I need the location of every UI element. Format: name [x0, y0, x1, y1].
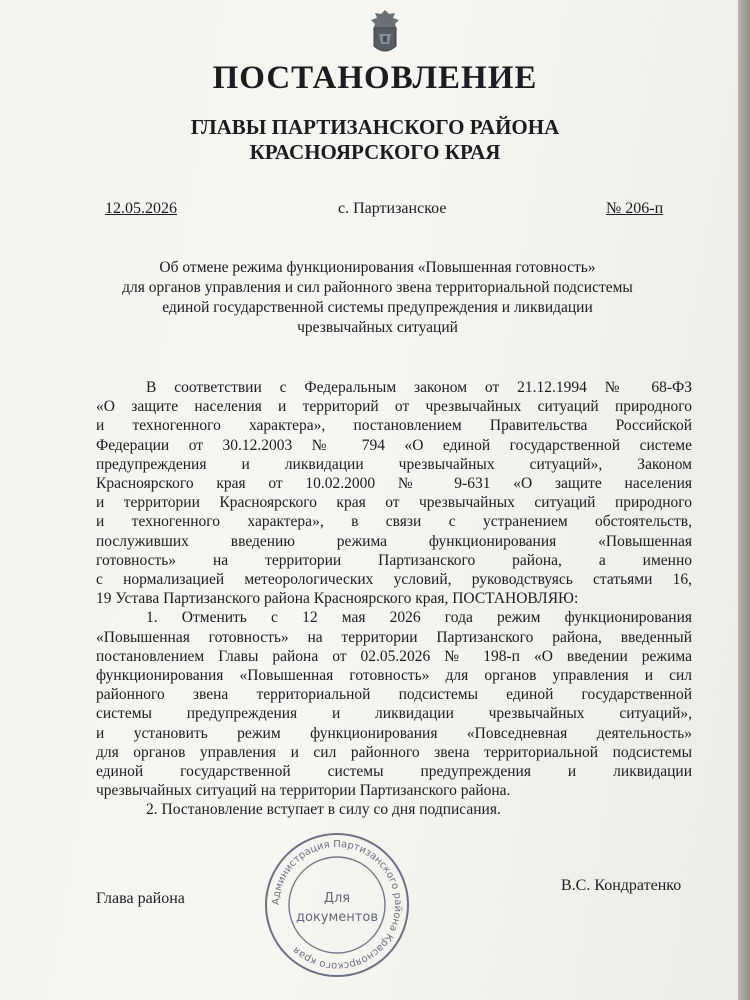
item1-line: функционирования «Повышенная готовность» для органов управления и сил [96, 667, 692, 685]
heading-line: единой государственной системы предупреждения и ликвидации [162, 299, 593, 316]
body-line: «О защите населения и территорий от чрезвычайных ситуаций природного [96, 398, 692, 416]
document-number: № 206-п [606, 200, 664, 217]
document-subtitle-line2: КРАСНОЯРСКОГО КРАЯ [249, 140, 501, 164]
heading-line: Об отмене режима функционирования «Повышенная готовность» [159, 259, 596, 276]
document-place: с. Партизанское [338, 200, 447, 217]
stamp-center-line2: документов [296, 910, 378, 925]
body-line: предупреждения и ликвидации чрезвычайных ситуаций», Законом [96, 455, 692, 473]
item1-line: 1. Отменить с 12 мая 2026 года режим функционирования [146, 609, 692, 627]
item1-line: чрезвычайных ситуаций на территории Партизанского района. [96, 782, 511, 800]
body-line: В соответствии с Федеральным законом от 21.12.1994 № 68-ФЗ [146, 379, 692, 396]
document-date: 12.05.2026 [105, 200, 177, 217]
body-line: Федерации от 30.12.2003 № 794 «О единой государственной системе [96, 436, 692, 454]
body-line: и территории Красноярского края от чрезвычайных ситуаций природного [96, 494, 692, 512]
body-line: 19 Устава Партизанского района Красноярского края, ПОСТАНОВЛЯЮ: [96, 590, 579, 608]
body-line: Красноярского края от 10.02.2000 № 9-631 «О защите населения [96, 475, 692, 493]
heading-line: для органов управления и сил районного звена территориальной подсистемы [122, 279, 633, 296]
signature-name: В.С. Кондратенко [561, 877, 682, 894]
item2-line: 2. Постановление вступает в силу со дня подписания. [146, 801, 501, 819]
item1-line: для органов управления и сил районного звена территориальной подсистемы [96, 743, 692, 761]
round-seal-icon [262, 830, 412, 980]
page-edge-shadow [738, 0, 750, 1000]
stamp-center-line1: Для [323, 891, 351, 906]
item1-line: районного звена территориальной подсистемы единой государственной [96, 686, 692, 704]
document-title: ПОСТАНОВЛЕНИЕ [212, 60, 538, 96]
signature-position: Глава района [96, 890, 185, 907]
body-line: и техногенного характера», постановлением Правительства Российской [96, 417, 692, 435]
item1-line: постановлением Главы района от 02.05.2026 № 198-п «О введении режима [96, 647, 692, 665]
krasnoyarsk-coat-of-arms-icon [365, 8, 405, 58]
body-line: с нормализацией метеорологических условий, руководствуясь статьями 16, [96, 571, 692, 589]
body-line: послуживших введению режима функционирования «Повышенная [96, 532, 692, 550]
heading-line: чрезвычайных ситуаций [297, 319, 458, 336]
body-line: и техногенного характера», в связи с устранением обстоятельств, [96, 513, 692, 531]
stamp-ring-text: Администрация Партизанского района Красноярского края [270, 838, 404, 972]
item1-line: и установить режим функционирования «Повседневная деятельность» [96, 724, 692, 742]
body-line: готовность» на территории Партизанского района, а именно [96, 551, 692, 569]
item1-line: единой государственной системы предупреждения и ликвидации [96, 763, 692, 781]
item1-line: системы предупреждения и ликвидации чрезвычайных ситуаций», [96, 705, 692, 723]
document-heading [100, 258, 655, 338]
document-body [96, 378, 692, 820]
document-subtitle-line1: ГЛАВЫ ПАРТИЗАНСКОГО РАЙОНА [190, 115, 560, 139]
item1-line: «Повышенная готовность» на территории Партизанского района, введенный [96, 628, 692, 646]
